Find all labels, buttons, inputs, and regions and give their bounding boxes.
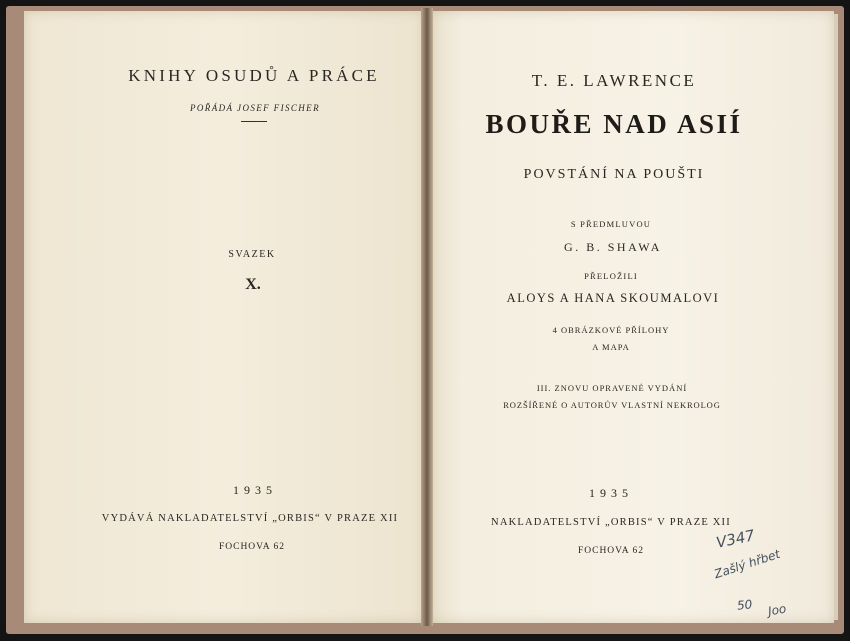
book-gutter xyxy=(421,8,433,626)
publisher-line: NAKLADATELSTVÍ „ORBIS“ V PRAZE XII xyxy=(491,517,731,528)
foreword-label: S PŘEDMLUVOU xyxy=(570,219,652,229)
publisher-address: FOCHOVA 62 xyxy=(577,546,645,556)
edition-note: III. ZNOVU OPRAVENÉ VYDÁNÍ xyxy=(536,383,688,393)
map-note: A MAPA xyxy=(592,342,630,352)
page-edges xyxy=(834,14,838,620)
publisher-line: VYDÁVÁ NAKLADATELSTVÍ „ORBIS“ V PRAZE XII xyxy=(101,513,399,524)
publication-year: 1935 xyxy=(589,486,633,500)
author-name: T. E. LAWRENCE xyxy=(531,71,697,90)
book-title: BOUŘE NAD ASIÍ xyxy=(485,109,743,139)
translators: ALOYS A HANA SKOUMALOVI xyxy=(506,291,720,305)
volume-label: SVAZEK xyxy=(228,249,276,260)
divider-rule xyxy=(241,121,267,122)
pencil-note-price: Joo xyxy=(766,601,788,619)
plates-note: 4 OBRÁZKOVÉ PŘÍLOHY xyxy=(552,325,670,335)
pencil-note-condition: Zašlý hřbet xyxy=(712,546,782,582)
book-subtitle: POVSTÁNÍ NA POUŠTI xyxy=(523,167,705,182)
volume-number: X. xyxy=(245,276,261,293)
series-editor: POŘÁDÁ JOSEF FISCHER xyxy=(190,103,320,113)
left-page xyxy=(24,11,424,623)
right-page xyxy=(430,11,834,623)
series-title: KNIHY OSUDŮ A PRÁCE xyxy=(128,66,380,85)
pencil-note-number: 50 xyxy=(736,597,753,613)
foreword-author: G. B. SHAWA xyxy=(564,240,662,254)
translated-label: PŘELOŽILI xyxy=(584,271,638,281)
pencil-note-code: V347 xyxy=(714,526,757,552)
publisher-address: FOCHOVA 62 xyxy=(218,542,286,552)
publication-year: 1935 xyxy=(233,483,277,497)
edition-extension-note: ROZŠÍŘENÉ O AUTORŮV VLASTNÍ NEKROLOG xyxy=(503,400,721,410)
